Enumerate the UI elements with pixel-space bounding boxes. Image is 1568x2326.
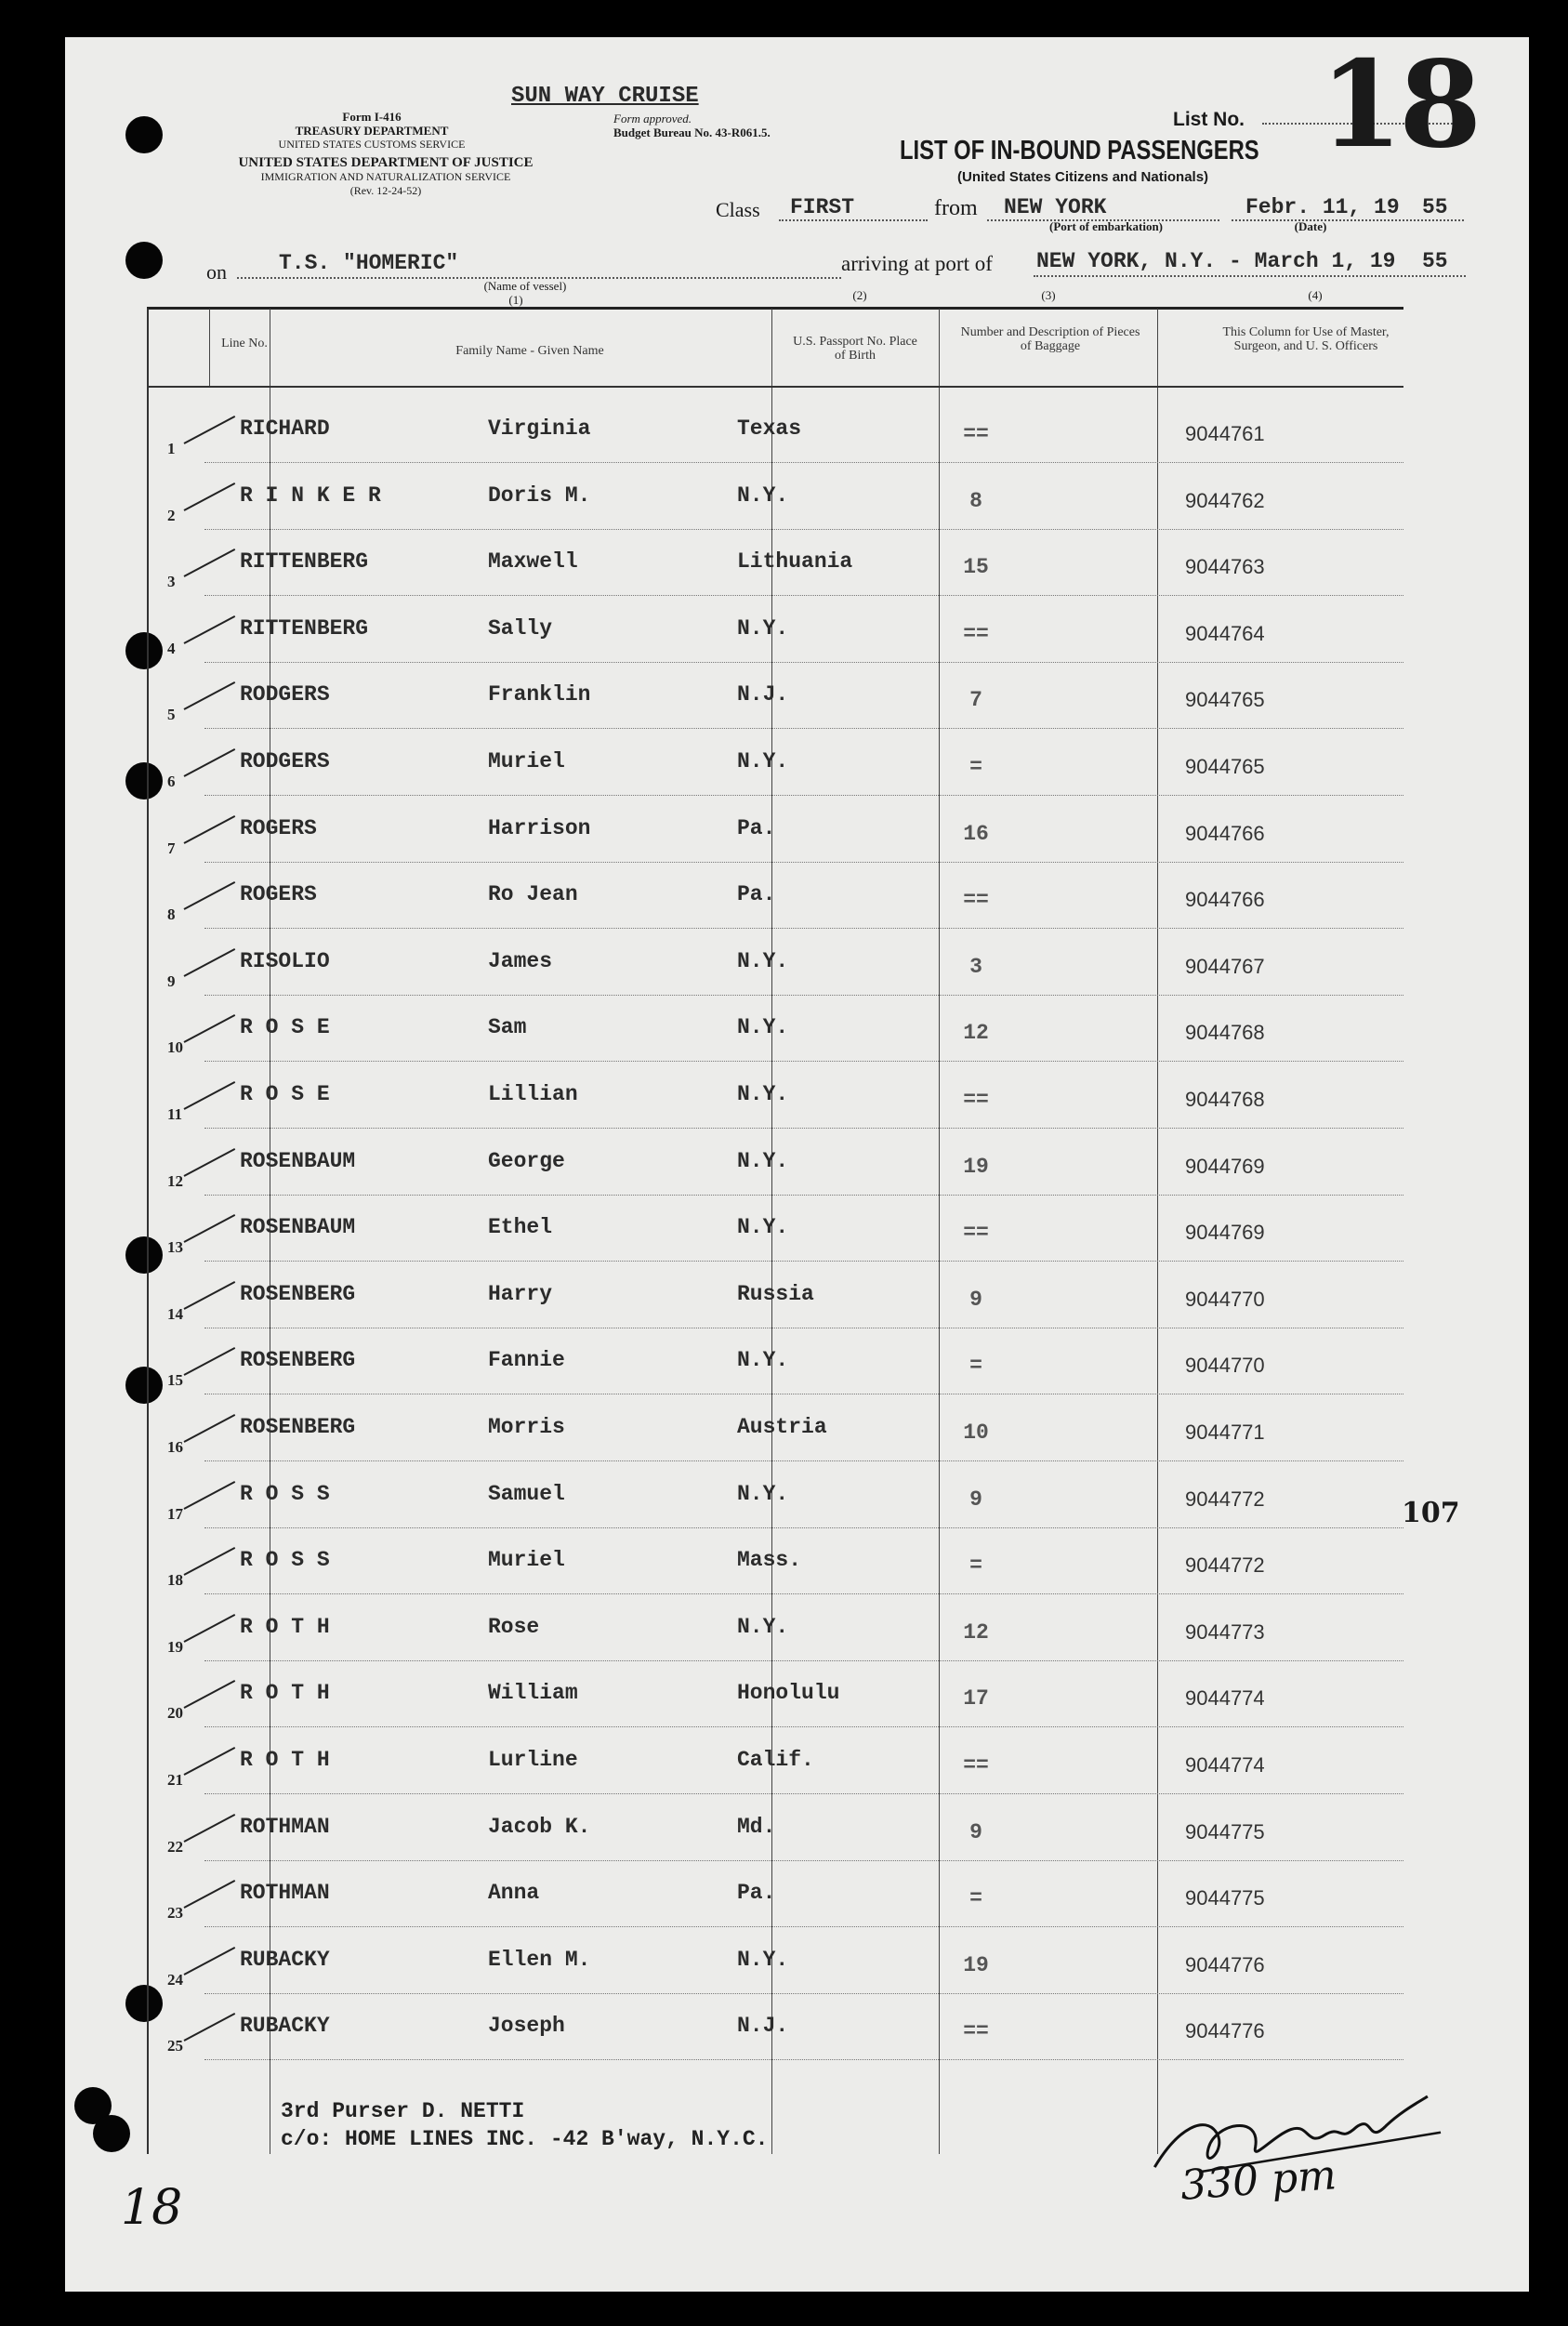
officer-number: 9044765 <box>1185 688 1265 712</box>
given-name: Harrison <box>488 815 591 840</box>
tick-mark <box>184 548 236 577</box>
embark-caption: (Port of embarkation) <box>1048 219 1164 233</box>
line-number: 14 <box>167 1304 183 1323</box>
table-row <box>0 798 1464 863</box>
table-row <box>0 1463 1464 1528</box>
family-name: RUBACKY <box>240 2014 330 2039</box>
table-row <box>0 1396 1464 1461</box>
tick-mark <box>184 681 236 710</box>
tick-mark <box>184 1014 236 1043</box>
place-of-birth: Md. <box>737 1814 776 1839</box>
baggage-count: 15 <box>963 555 989 580</box>
family-name: RISOLIO <box>240 948 330 973</box>
officer-number: 9044765 <box>1185 755 1265 778</box>
given-name: Samuel <box>488 1481 565 1506</box>
row-rule <box>204 529 1403 530</box>
place-of-birth: Russia <box>737 1281 814 1306</box>
vessel-name: T.S. "HOMERIC" <box>279 251 459 275</box>
table-row <box>0 1130 1464 1196</box>
baggage-count: 17 <box>963 1686 989 1711</box>
tick-mark <box>184 1214 236 1243</box>
table-row <box>0 1929 1464 1994</box>
row-rule <box>204 1261 1403 1262</box>
col-passport: U.S. Passport No. Place of Birth <box>793 335 917 363</box>
family-name: RITTENBERG <box>240 615 369 641</box>
place-of-birth: N.Y. <box>737 1148 789 1173</box>
tick-mark <box>184 1414 236 1443</box>
family-name: R O T H <box>240 1614 330 1639</box>
family-name: ROSENBERG <box>240 1348 356 1373</box>
line-number: 9 <box>167 971 176 990</box>
tick-mark <box>184 1481 236 1510</box>
on-label: on <box>206 260 227 284</box>
ins-title: IMMIGRATION AND NATURALIZATION SERVICE <box>260 170 511 183</box>
family-name: RITTENBERG <box>240 549 369 575</box>
place-of-birth: Pa. <box>737 1881 776 1906</box>
line-number: 10 <box>167 1038 183 1057</box>
list-number-stamp: 18 <box>1320 35 1479 175</box>
line-number: 11 <box>167 1105 183 1123</box>
row-rule <box>204 1793 1403 1794</box>
customs-service: UNITED STATES CUSTOMS SERVICE <box>278 138 466 151</box>
family-name: ROTHMAN <box>240 1814 330 1839</box>
place-of-birth: Pa. <box>737 815 776 840</box>
officer-number: 9044773 <box>1185 1619 1265 1644</box>
family-name: R I N K E R <box>240 482 381 508</box>
given-name: Rose <box>488 1614 540 1639</box>
place-of-birth: Texas <box>737 416 802 441</box>
col-officers: This Column for Use of Master, Surgeon, and U. S. Officers <box>1222 325 1390 353</box>
row-rule <box>204 2059 1403 2060</box>
baggage-count: 8 <box>969 488 982 513</box>
line-number: 12 <box>167 1171 183 1190</box>
given-name: Doris M. <box>488 482 591 508</box>
form-id: Form I-416 <box>342 110 402 124</box>
row-rule <box>204 595 1403 596</box>
table-row <box>0 997 1464 1062</box>
baggage-count: 16 <box>963 821 989 846</box>
officer-number: 9044774 <box>1185 1686 1265 1711</box>
baggage-count: == <box>963 1753 989 1778</box>
place-of-birth: Lithuania <box>737 549 853 575</box>
place-of-birth: Pa. <box>737 882 776 907</box>
tick-mark <box>184 1281 236 1310</box>
given-name: James <box>488 948 553 973</box>
approval-block <box>613 112 827 139</box>
given-name: George <box>488 1148 565 1173</box>
officer-number: 9044770 <box>1185 1354 1265 1378</box>
table-row <box>0 531 1464 596</box>
officer-number: 9044767 <box>1185 954 1265 978</box>
row-rule <box>204 928 1403 929</box>
table-row <box>0 1862 1464 1927</box>
place-of-birth: N.Y. <box>737 1215 789 1240</box>
form-block <box>232 110 511 152</box>
col1-number: (1) <box>508 293 523 307</box>
line-number: 6 <box>167 773 176 790</box>
family-name: ROSENBERG <box>240 1281 356 1306</box>
officer-number: 9044770 <box>1185 1287 1265 1311</box>
officer-number: 9044768 <box>1185 1088 1265 1111</box>
col-name: Family Name - Given Name <box>455 344 604 358</box>
family-name: RUBACKY <box>240 1947 330 1972</box>
table-row <box>0 1064 1464 1129</box>
row-rule <box>204 1660 1403 1661</box>
place-of-birth: N.J. <box>737 682 789 707</box>
form-subtitle: (United States Citizens and Nationals) <box>957 169 1209 185</box>
baggage-count: 9 <box>969 1287 982 1312</box>
embark-year: 55 <box>1422 195 1448 219</box>
given-name: Joseph <box>488 2014 565 2039</box>
given-name: Ro Jean <box>488 882 578 907</box>
row-rule <box>204 1860 1403 1861</box>
baggage-count: 19 <box>963 1952 989 1977</box>
given-name: Ethel <box>488 1215 553 1240</box>
officer-number: 9044769 <box>1185 1221 1265 1245</box>
baggage-count: 3 <box>969 954 982 979</box>
officer-number: 9044769 <box>1185 1154 1265 1178</box>
baggage-count: == <box>963 621 989 646</box>
given-name: Sally <box>488 615 553 641</box>
purser-line: 3rd Purser D. NETTI <box>281 2099 525 2123</box>
officer-number: 9044762 <box>1185 488 1265 512</box>
given-name: Morris <box>488 1415 565 1439</box>
tick-mark <box>184 1814 236 1843</box>
row-rule <box>204 795 1403 796</box>
place-of-birth: Calif. <box>737 1748 814 1772</box>
place-of-birth: Honolulu <box>737 1681 840 1706</box>
table-row <box>0 1329 1464 1394</box>
time-note: 330 pm <box>1179 2151 1338 2210</box>
tick-mark <box>184 615 236 644</box>
arrival-port-date: NEW YORK, N.Y. - March 1, 19 <box>1036 249 1396 273</box>
tick-mark <box>184 416 236 444</box>
row-rule <box>204 1593 1403 1594</box>
line-number: 2 <box>167 506 176 524</box>
table-row <box>0 1995 1464 2060</box>
baggage-count: == <box>963 2019 989 2044</box>
col-baggage: Number and Description of Pieces of Baggage <box>960 325 1140 353</box>
class-label: Class <box>716 198 760 221</box>
baggage-count: 9 <box>969 1487 982 1512</box>
embark-port: NEW YORK <box>1004 195 1107 219</box>
officer-number: 9044776 <box>1185 2019 1265 2043</box>
col2-number: (2) <box>852 288 867 302</box>
row-rule <box>204 1726 1403 1727</box>
family-name: ROSENBERG <box>240 1415 356 1439</box>
tick-mark <box>184 1081 236 1110</box>
given-name: Maxwell <box>488 549 578 575</box>
family-name: ROGERS <box>240 882 317 907</box>
line-number: 5 <box>167 706 176 724</box>
tick-mark <box>184 1747 236 1776</box>
table-row <box>0 931 1464 996</box>
place-of-birth: N.Y. <box>737 948 789 973</box>
table-row <box>0 864 1464 929</box>
place-of-birth: N.Y. <box>737 1015 789 1040</box>
line-number: 16 <box>167 1438 183 1456</box>
line-number: 23 <box>167 1904 183 1923</box>
tick-mark <box>184 1680 236 1709</box>
embark-date: Febr. 11, 19 <box>1245 195 1400 219</box>
family-name: R O T H <box>240 1681 330 1706</box>
line-number: 25 <box>167 2037 183 2055</box>
officer-number: 9044771 <box>1185 1421 1265 1444</box>
line-number: 13 <box>167 1238 183 1257</box>
col-line-no: Line No. <box>221 337 268 350</box>
row-rule <box>204 1527 1403 1528</box>
margin-count: 107 <box>1402 1497 1460 1529</box>
binder-hole <box>93 2115 130 2152</box>
line-number: 24 <box>167 1970 183 1989</box>
line-number: 15 <box>167 1371 183 1390</box>
family-name: RODGERS <box>240 749 330 773</box>
handwritten-page-number: 18 <box>121 2180 183 2236</box>
list-no-label: List No. <box>1173 109 1245 130</box>
line-number: 20 <box>167 1704 183 1723</box>
baggage-count: = <box>969 1886 982 1911</box>
given-name: Virginia <box>488 416 591 441</box>
family-name: ROSENBAUM <box>240 1148 356 1173</box>
row-rule <box>204 1195 1403 1196</box>
baggage-count: 12 <box>963 1021 989 1046</box>
table-row <box>0 1196 1464 1262</box>
doj-title: UNITED STATES DEPARTMENT OF JUSTICE <box>238 155 534 170</box>
baggage-count: == <box>963 422 989 446</box>
tick-mark <box>184 482 236 511</box>
baggage-count: == <box>963 1221 989 1246</box>
arrival-year: 55 <box>1422 249 1448 273</box>
doj-block <box>200 156 572 198</box>
baggage-count: 7 <box>969 688 982 713</box>
approval-line: Form approved. <box>613 112 692 126</box>
officer-number: 9044761 <box>1185 422 1265 445</box>
tick-mark <box>184 815 236 844</box>
officer-number: 9044766 <box>1185 821 1265 845</box>
table-row <box>0 1662 1464 1727</box>
tick-mark <box>184 748 236 777</box>
line-number: 1 <box>167 440 176 457</box>
baggage-count: 12 <box>963 1619 989 1645</box>
place-of-birth: N.J. <box>737 2014 789 2039</box>
col4-number: (4) <box>1308 288 1323 302</box>
officer-number: 9044768 <box>1185 1021 1265 1045</box>
baggage-count: == <box>963 888 989 913</box>
place-of-birth: N.Y. <box>737 1082 789 1106</box>
family-name: R O S S <box>240 1548 330 1573</box>
treasury-dept: TREASURY DEPARTMENT <box>295 124 449 138</box>
row-rule <box>204 1061 1403 1062</box>
officer-number: 9044763 <box>1185 555 1265 579</box>
officer-number: 9044766 <box>1185 888 1265 912</box>
table-row <box>0 398 1464 463</box>
line-number: 4 <box>167 639 176 657</box>
place-of-birth: N.Y. <box>737 749 789 773</box>
tick-mark <box>184 881 236 910</box>
given-name: Muriel <box>488 749 565 773</box>
given-name: Fannie <box>488 1348 565 1373</box>
family-name: R O T H <box>240 1748 330 1772</box>
officer-number: 9044775 <box>1185 1819 1265 1844</box>
given-name: Sam <box>488 1015 527 1040</box>
row-rule <box>204 662 1403 663</box>
place-of-birth: Austria <box>737 1415 827 1439</box>
place-of-birth: N.Y. <box>737 615 789 641</box>
row-rule <box>204 728 1403 729</box>
family-name: ROTHMAN <box>240 1881 330 1906</box>
family-name: R O S E <box>240 1082 330 1106</box>
class-value: FIRST <box>790 195 855 219</box>
row-rule <box>204 1993 1403 1994</box>
family-name: RODGERS <box>240 682 330 707</box>
line-number: 21 <box>167 1771 183 1789</box>
officer-number: 9044776 <box>1185 1952 1265 1976</box>
given-name: Lurline <box>488 1748 578 1772</box>
baggage-count: 10 <box>963 1421 989 1445</box>
line-number: 18 <box>167 1571 183 1590</box>
place-of-birth: N.Y. <box>737 1348 789 1373</box>
family-name: R O S E <box>240 1015 330 1040</box>
officer-number: 9044775 <box>1185 1886 1265 1910</box>
place-of-birth: N.Y. <box>737 1614 789 1639</box>
given-name: William <box>488 1681 578 1706</box>
given-name: Franklin <box>488 682 591 707</box>
binder-hole <box>125 242 163 279</box>
revision: (Rev. 12-24-52) <box>349 184 422 197</box>
tick-mark <box>184 1880 236 1909</box>
tick-mark <box>184 2013 236 2042</box>
tick-mark <box>184 1614 236 1643</box>
officer-number: 9044774 <box>1185 1753 1265 1777</box>
row-rule <box>204 862 1403 863</box>
given-name: Muriel <box>488 1548 565 1573</box>
row-rule <box>204 1926 1403 1927</box>
tick-mark <box>184 1547 236 1576</box>
table-row <box>0 1729 1464 1794</box>
form-title: LIST OF IN-BOUND PASSENGERS <box>900 136 1259 165</box>
officer-number: 9044772 <box>1185 1553 1265 1578</box>
from-label: from <box>934 196 978 220</box>
table-row <box>0 1529 1464 1594</box>
line-number: 19 <box>167 1637 183 1656</box>
family-name: RICHARD <box>240 416 330 441</box>
place-of-birth: Mass. <box>737 1548 802 1573</box>
tick-mark <box>184 1947 236 1976</box>
given-name: Lillian <box>488 1082 578 1106</box>
line-number: 7 <box>167 839 176 857</box>
given-name: Anna <box>488 1881 540 1906</box>
cruise-name: SUN WAY CRUISE <box>511 84 699 109</box>
line-number: 8 <box>167 905 176 924</box>
table-row <box>0 1263 1464 1328</box>
arriving-label: arriving at port of <box>841 252 993 275</box>
tick-mark <box>184 1347 236 1376</box>
table-row <box>0 1796 1464 1861</box>
officer-number: 9044772 <box>1185 1487 1265 1511</box>
row-rule <box>204 995 1403 996</box>
tick-mark <box>184 948 236 977</box>
given-name: Harry <box>488 1281 553 1306</box>
place-of-birth: N.Y. <box>737 1947 789 1972</box>
row-rule <box>204 1460 1403 1461</box>
officer-number: 9044764 <box>1185 621 1265 645</box>
budget-bureau: Budget Bureau No. 43-R061.5. <box>613 126 771 139</box>
table-row <box>0 731 1464 796</box>
tick-mark <box>184 1148 236 1177</box>
row-rule <box>204 1128 1403 1129</box>
table-row <box>0 465 1464 530</box>
baggage-count: = <box>969 1354 982 1379</box>
place-of-birth: N.Y. <box>737 1481 789 1506</box>
given-name: Jacob K. <box>488 1814 591 1839</box>
baggage-count: = <box>969 755 982 779</box>
row-rule <box>204 462 1403 463</box>
baggage-count: = <box>969 1553 982 1579</box>
vessel-caption: (Name of vessel) <box>483 279 567 293</box>
line-number: 3 <box>167 573 176 591</box>
family-name: ROGERS <box>240 815 317 840</box>
agent-address: c/o: HOME LINES INC. -42 B'way, N.Y.C. <box>281 2127 769 2151</box>
given-name: Ellen M. <box>488 1947 591 1972</box>
baggage-count: == <box>963 1088 989 1112</box>
line-number: 22 <box>167 1837 183 1856</box>
place-of-birth: N.Y. <box>737 482 789 508</box>
baggage-count: 9 <box>969 1819 982 1844</box>
binder-hole <box>125 116 163 153</box>
baggage-count: 19 <box>963 1154 989 1179</box>
family-name: R O S S <box>240 1481 330 1506</box>
col3-number: (3) <box>1041 288 1056 302</box>
date-caption: (Date) <box>1294 219 1327 233</box>
family-name: ROSENBAUM <box>240 1215 356 1240</box>
line-number: 17 <box>167 1504 183 1523</box>
table-row <box>0 1596 1464 1661</box>
table-row <box>0 598 1464 663</box>
table-row <box>0 664 1464 729</box>
